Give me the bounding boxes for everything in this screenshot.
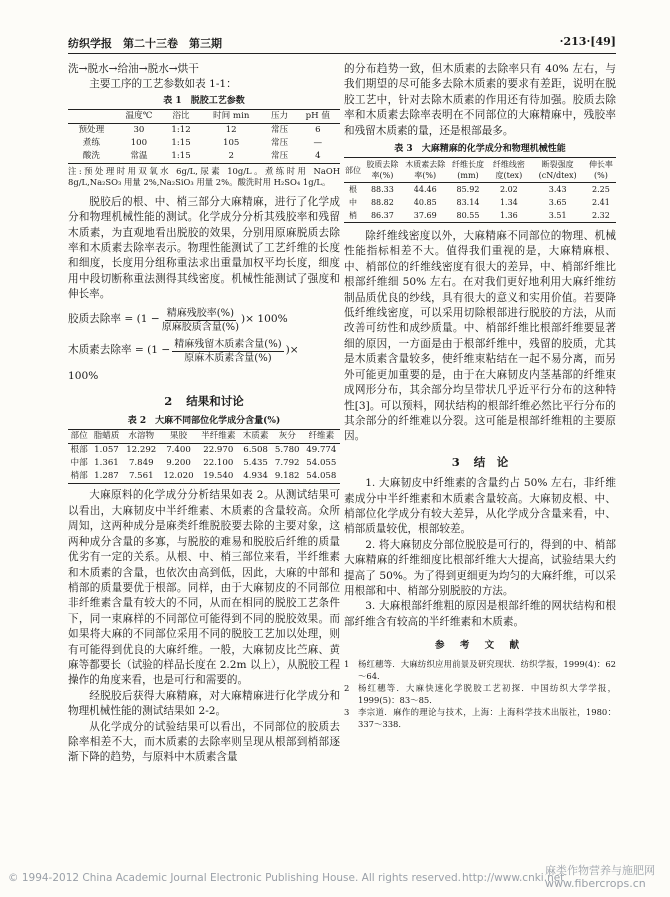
paragraph: 脱胶后的根、中、梢三部分大麻精麻，进行了化学成分和物理机械性能的测试。化学成分分析其残胶率和残留木质素，为直观地看出脱胶的效果，分别用原麻脱质去除率和木质素去除率表示。物理性能测试了工艺纤维的长度和细度，长度用分组称重法求出重量加权平均长度，细度用中段切断称重法测得其线密度。机械性能测试了强度和伸长率。 — [68, 195, 340, 301]
paragraph: 除纤维线密度以外，大麻精麻不同部位的物理、机械性能指标相差不大。值得我们重视的是，大麻精麻根、中、梢部位的纤维线密度有很大的差异，中、梢部纤维比根部纤维细 50% 左右。在对我们更好地利用大麻纤维纺制品质优良的纱线，具有很大的意义和实用价值。若要降低纤维线密度，可以采用切除根部进行脱胶的方法，从而改善可纺性和成纱质量。中、梢部纤维比根部纤维要显著细的原因，一方面是由于根部纤维中，残留的胶质，尤其是木质素含量较多，使纤维束粘结在一起不易分离，而另外可能更加重要的是，由于在大麻韧皮内茎基部的纤维束成网形分布，其余部分均呈带状几乎近平行分布的这种特性[3]。可以预料，网状结构的根部纤维必然比平行分布的其余部分的纤维难以分裂。这可能是根部纤维粗的主要原因。 — [344, 230, 616, 443]
reference-text: 李宗道．麻作的理论与技术，上海：上海科学技术出版社，1980：337～338． — [358, 706, 616, 729]
section-title: 结果和讨论 — [186, 394, 244, 409]
table-row — [68, 150, 340, 164]
conclusion-item: 1. 大麻韧皮中纤维素的含量约占 50% 左右，非纤维素成分中半纤维素和木质素含量较高。大麻韧皮根、中、梢部位化学成分有较大差异，从化学成分含量来看，中、梢部质量较优，根部较差。 — [344, 477, 616, 536]
reference-text: 杨红穗等．大麻快速化学脱胶工艺初探．中国纺织大学学报，1999(5)：83～85． — [358, 682, 616, 705]
references-heading: 参 考 文 献 — [435, 640, 525, 652]
table-cell: 中 — [349, 198, 357, 208]
table-cell: 7.849 — [128, 458, 154, 469]
table-row — [344, 183, 616, 197]
table-cell: 100 — [130, 137, 148, 148]
formula-rhs: )× 100% — [241, 313, 288, 326]
conclusion-item: 2. 将大麻韧皮分部位脱胶是可行的，得到的中、梢部大麻精麻的纤维细度比根部纤维大大提高，试验结果大约提高了 50%。为了得到更细更为均匀的大麻纤维，可以采用根部和中、梢部分别脱胶的方法。 — [344, 538, 616, 597]
table2-caption: 表 2 大麻不同部位化学成分含量(%) — [127, 416, 281, 427]
formula-numerator: 精麻残胶率(%) — [166, 307, 235, 319]
table-cell: 预处理 — [78, 124, 105, 135]
paragraph: 大麻原料的化学成分分析结果如表 2。从测试结果可以看出，大麻韧皮中半纤维素、木质素的含量较高。众所周知，这两种成分是麻类纤维脱胶要去除的主要对象，这两种成分含量的多寡，与脱胶的难易和脱胶后纤维的质量优劣有一定的关系。从根、中、梢三部位来看，半纤维素和木质素的含量，也依次由高到低，因此，大麻的中部和梢部的质量要优于根部。同样，由于大麻韧皮的不同部位非纤维素含量有较大的不同，从而在相同的脱胶工艺条件下，同一束麻样的不同部位可能得到不同的脱胶效果。而如果将大麻的不同部位采用不同的脱胶工艺加以处理，则有可能得到优良的大麻纤维。一般，大麻韧皮比苎麻、黄麻等都要长（试验的样品长度在 2.2m 以上），从脱胶工程操作的角度来看，也是可行和需要的。 — [68, 489, 340, 687]
table-cell: 1.361 — [94, 458, 119, 469]
table-header: 温度℃ — [125, 110, 153, 121]
table-cell: 88.82 — [370, 198, 394, 208]
table-row — [68, 457, 340, 470]
table-row — [344, 196, 616, 209]
table-cell: 1:15 — [171, 137, 191, 148]
table-header: 半纤维素 — [201, 431, 236, 442]
table-header: 时间 min — [213, 110, 250, 121]
reference-number: 1 — [344, 658, 350, 669]
left-column — [68, 62, 340, 766]
table-cell: 6 — [315, 124, 321, 135]
table-cell: 30 — [133, 124, 145, 135]
table-header: pH 值 — [305, 110, 330, 121]
table-cell: 19.540 — [203, 471, 234, 482]
formula-denominator: 原麻胶质含量(%) — [161, 321, 240, 333]
table-header: 纤维素 — [308, 431, 335, 442]
table-cell: 7.792 — [274, 458, 300, 469]
table-cell: 86.37 — [370, 211, 394, 221]
table-header: 部位 — [345, 165, 361, 175]
page-footer — [0, 864, 670, 890]
section-title: 结 论 — [473, 454, 509, 469]
table-header: 断裂强度(cN/dtex) — [538, 160, 577, 181]
table-cell: 2.25 — [592, 185, 610, 195]
table-row — [68, 137, 340, 150]
section-number: 2 — [164, 394, 173, 409]
table-cell: 12.292 — [126, 445, 157, 456]
table-cell: 2.41 — [592, 198, 610, 208]
header-page-number: ·213·[49] — [559, 35, 616, 48]
table-header: 脂蜡质 — [93, 431, 120, 442]
table-header: 木质素 — [242, 431, 269, 442]
table-header: 部位 — [70, 431, 88, 442]
table-cell: 49.774 — [306, 445, 337, 456]
running-header — [68, 35, 616, 51]
reference-item — [344, 706, 616, 730]
table-cell: 4.934 — [243, 471, 268, 482]
formula-lhs: 木质素去除率 = (1 − — [68, 344, 171, 357]
table-cell: 12.020 — [163, 471, 194, 482]
reference-number: 3 — [344, 706, 350, 717]
table-cell: 22.970 — [203, 445, 234, 456]
table-cell: 酸洗 — [82, 150, 100, 161]
table-row — [344, 209, 616, 223]
table-cell: 1:15 — [171, 150, 191, 161]
table-cell: 105 — [222, 137, 240, 148]
table-cell: 中部 — [70, 458, 88, 469]
table-cell: 3.51 — [548, 211, 567, 221]
table-cell: 1.057 — [94, 445, 119, 456]
table-header: 胶质去除率(%) — [366, 160, 399, 181]
table-header: 纤维长度(mm) — [451, 160, 484, 181]
table-cell: 梢部 — [70, 471, 88, 482]
formula-numerator: 精麻残留木质素含量(%) — [174, 338, 282, 350]
paragraph: 主要工序的工艺参数如表 1-1： — [89, 78, 237, 91]
table-header: 纤维线密度(tex) — [492, 160, 525, 181]
table-cell: 44.46 — [413, 185, 437, 195]
table-cell: 根部 — [70, 445, 88, 456]
table-cell: 根 — [349, 185, 357, 195]
cnki-link[interactable]: http://www.cnki.net — [462, 872, 565, 884]
table-cell: 5.435 — [243, 458, 268, 469]
table-cell: 常压 — [270, 124, 289, 135]
paragraph: 从化学成分的试验结果可以看出，不同部位的胶质去除率相差不大，而木质素的去除率则呈现从根部到梢部逐渐下降的趋势，与原料中木质素含量 — [68, 720, 340, 764]
table-header: 水溶物 — [128, 431, 155, 442]
watermark-line: www.fibercrops.cn — [545, 877, 646, 890]
formula-fraction — [162, 307, 239, 334]
paragraph: 经脱胶后获得大麻精麻，对大麻精麻进行化学成分和物理机械性能的测试结果如 2-2。 — [68, 689, 340, 718]
reference-item — [344, 682, 616, 706]
table-row — [68, 470, 340, 484]
section-number: 3 — [451, 454, 460, 469]
table-cell: 1.34 — [499, 198, 518, 208]
table-cell: 常压 — [270, 150, 289, 161]
table-cell: 85.92 — [456, 185, 480, 195]
table-cell: 4 — [315, 150, 321, 161]
table3 — [344, 157, 616, 223]
section-heading — [68, 394, 340, 409]
watermark — [545, 864, 655, 890]
table-row — [68, 444, 340, 458]
conclusion-item: 3. 大麻根部纤维粗的原因是根部纤维的网状结构和根部纤维含有较高的半纤维素和木质素。 — [344, 600, 616, 628]
table-cell: 常温 — [130, 150, 148, 161]
header-journal: 纺织学报 第二十三卷 第三期 — [68, 37, 222, 50]
reference-item — [344, 658, 616, 682]
formula-fraction — [172, 338, 283, 365]
formula-rhs: )× — [285, 344, 299, 357]
table-cell: 80.55 — [456, 211, 480, 221]
table-cell: 常压 — [270, 137, 289, 148]
table-cell: 54.055 — [306, 458, 337, 469]
reference-number: 2 — [344, 682, 350, 693]
reference-text: 杨红穗等．大麻纺织应用前景及研究现状．纺织学报，1999(4)：62～64． — [358, 658, 616, 681]
process-flow: 洗→脱水→给油→脱水→烘干 — [68, 63, 199, 75]
table-cell: 9.182 — [274, 471, 300, 482]
table-header: 果胶 — [169, 431, 188, 442]
table3-caption: 表 3 大麻精麻的化学成分和物理机械性能 — [394, 144, 566, 155]
table-cell: 2.32 — [592, 211, 610, 221]
table-cell: — — [313, 137, 323, 148]
table-header — [68, 109, 115, 123]
formula-lhs: 胶质去除率 = (1 − — [68, 313, 160, 326]
section-heading — [344, 455, 616, 470]
copyright-notice: © 1994-2012 China Academic Journal Electronic Publishing House. All rights reserved. — [8, 872, 461, 884]
watermark-line: 麻类作物营养与施肥网 — [545, 864, 655, 877]
table-cell: 1.36 — [499, 211, 518, 221]
table-header: 浴比 — [172, 110, 190, 121]
table-cell: 37.69 — [413, 211, 437, 221]
table-cell: 煮练 — [82, 137, 100, 148]
table-cell: 5.780 — [274, 445, 300, 456]
table-header: 压力 — [270, 110, 289, 121]
table-header: 木质素去除率(%) — [405, 160, 446, 181]
table-row — [68, 123, 340, 137]
formula-tail: 100% — [68, 369, 99, 382]
formula-lignin-removal — [68, 338, 340, 365]
table1-note: 注:预处理时用双氧水 6g/L,尿素 10g/L。煮练时用 NaOH 8g/L,Na₂SO₃ 用量 2%,Na₂SiO₃ 用量 2%。酸洗时用 H₂SO₄ 1g/L。 — [68, 165, 340, 188]
table-cell: 3.65 — [548, 198, 567, 208]
table-cell: 88.33 — [370, 185, 394, 195]
table-header: 灰分 — [278, 431, 296, 442]
table-cell: 83.14 — [456, 198, 480, 208]
table-cell: 2 — [228, 150, 234, 161]
formula-denominator: 原麻木质素含量(%) — [184, 352, 272, 364]
table1 — [68, 109, 340, 164]
table-header: 伸长率(%) — [588, 160, 613, 181]
table-cell: 22.100 — [203, 458, 234, 469]
table-cell: 3.43 — [548, 185, 567, 195]
table-cell: 2.02 — [499, 185, 518, 195]
table-cell: 1.287 — [94, 471, 119, 482]
table-cell: 梢 — [349, 211, 357, 221]
table-cell: 40.85 — [413, 198, 437, 208]
table-cell: 6.508 — [243, 445, 268, 456]
table-cell: 12 — [225, 124, 237, 135]
right-column — [344, 62, 616, 730]
table2 — [68, 429, 340, 484]
table-cell: 7.400 — [166, 445, 191, 456]
table1-caption: 表 1 脱胶工艺参数 — [163, 95, 245, 106]
table-cell: 7.561 — [128, 471, 154, 482]
header-rule — [68, 53, 616, 54]
table-cell: 1:12 — [171, 124, 191, 135]
table-cell: 54.058 — [306, 471, 337, 482]
formula-gum-removal — [68, 307, 340, 334]
table-cell: 9.200 — [166, 458, 191, 469]
paragraph: 的分布趋势一致，但木质素的去除率只有 40% 左右，与我们期望的尽可能多去除木质素的要求有差距，说明在脱胶工艺中，针对去除木质素的作用还有待加强。胶质去除率和木质素去除率表明在不同部位的大麻精麻中，残胶率和残留木质素的量，还是根部最多。 — [344, 63, 616, 137]
